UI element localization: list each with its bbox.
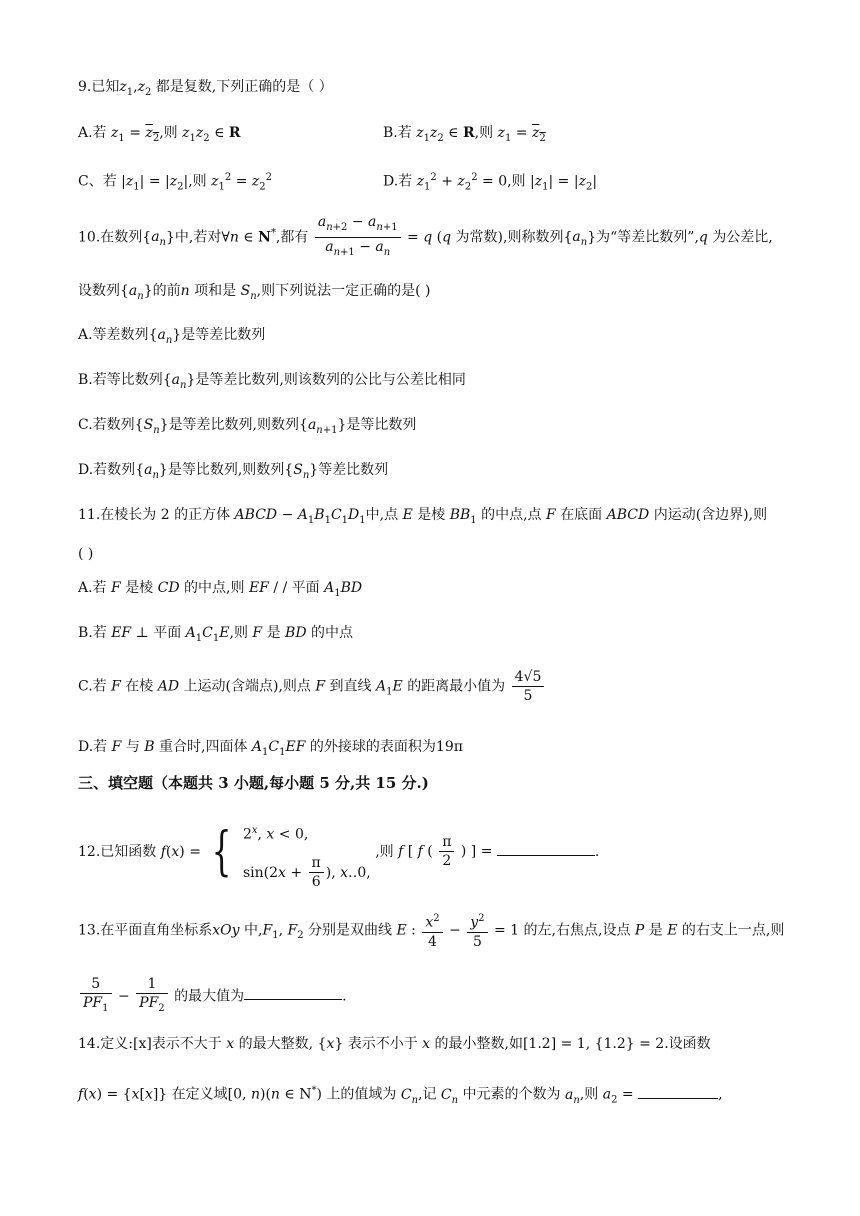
section-title: 三、填空题（本题共 3 小题,每小题 5 分,共 15 分.) bbox=[78, 774, 429, 792]
q9-stem-a: 9.已知 bbox=[78, 79, 120, 95]
q9-option-d: D.若 $z_1^2 + z_2^2 = 0$,则 $|z_1| = |z_2|$ bbox=[383, 172, 598, 193]
piecewise-cases: 2$^x$, x < 0, sin(2x + $\frac{\pi}{6}$ ), x‥0, bbox=[242, 825, 371, 891]
q10-fraction: $\frac{a_{n+2} - a_{n+1}}{a_{n+1} - a_n}$ bbox=[315, 213, 401, 262]
q11-option-d: D.若 F 与 B 重合时,四面体 $A_1C_1EF$ 的外接球的表面积为19π bbox=[78, 739, 463, 758]
q9-stem: 9.已知$z_1,z_2$ 都是复数,下列正确的是（ ） bbox=[78, 79, 333, 98]
q10-stem: 10.在数列$\{a_n\}$中,若对∀n ∈ N*,都有 $\frac{a_{n+2} - a_{n+1}}{a_{n+1} - a_n}$ = q (q 为常数),则称数列$\{a_n\}$为“等差比数列”,q 为公差比, bbox=[78, 213, 773, 262]
q9-stem-b: 都是复数,下列正确的是（ ） bbox=[155, 79, 333, 95]
q14-answer-blank[interactable] bbox=[638, 1084, 718, 1099]
q9-option-c: C、若 $|z_1| = |z_2|$,则 $z_1^2 = z_2^2$ bbox=[78, 172, 273, 193]
q11-option-a: A.若 F 是棱 CD 的中点,则 EF / / 平面 $A_1BD$ bbox=[78, 580, 363, 599]
q14-stem: 14.定义:[x]表示不大于 x 的最大整数, {x} 表示不小于 x 的最小整数,如[1.2] = 1, {1.2} = 2.设函数 bbox=[78, 1036, 711, 1052]
q9-option-b: B.若 $z_1z_2$ ∈ R,则 $z_1 = z_2$ bbox=[383, 125, 546, 144]
q11-paren: ( ) bbox=[78, 546, 94, 562]
q11-c-fraction: $\frac{4√5}{5}$ bbox=[512, 668, 545, 705]
q10-line2: 设数列$\{a_n\}$的前n 项和是 $S_n$,则下列说法一定正确的是( ) bbox=[78, 283, 431, 302]
q12-stem: 12.已知函数 f(x) = { 2$^x$, x < 0, sin(2x + $\frac{\pi}{6}$ ), x‥0, ,则 f [ f ( $\frac{\pi}{2}$ ) ] = . bbox=[78, 812, 599, 892]
q9-option-a: A.若 $z_1 = z_2$,则 $z_1z_2$ ∈ R bbox=[78, 125, 241, 144]
q14-line2: f(x) = {x[x]} 在定义域[0, n)(n ∈ N*) 上的值域为 $C_n$,记 $C_n$ 中元素的个数为 $a_n$,则 $a_2$ = , bbox=[78, 1085, 723, 1106]
q11-stem: 11.在棱长为 2 的正方体 ABCD − $A_1B_1C_1D_1$中,点 E 是棱 $BB_1$ 的中点,点 F 在底面 ABCD 内运动(含边界),则 bbox=[78, 507, 768, 526]
q11-option-c: C.若 F 在棱 AD 上运动(含端点),则点 F 到直线 $A_1E$ 的距离最小值为 $\frac{4√5}{5}$ bbox=[78, 668, 546, 705]
piecewise-brace: { bbox=[212, 821, 232, 882]
q12-answer-blank[interactable] bbox=[497, 841, 595, 856]
q13-answer-blank[interactable] bbox=[244, 985, 342, 1000]
q10-option-b: B.若等比数列$\{a_n\}$是等差比数列,则该数列的公比与公差比相同 bbox=[78, 372, 466, 391]
q10-option-d: D.若数列$\{a_n\}$是等比数列,则数列$\{S_n\}$等差比数列 bbox=[78, 462, 389, 481]
q11-option-b: B.若 EF ⊥ 平面 $A_1C_1E$,则 F 是 BD 的中点 bbox=[78, 625, 353, 644]
q10-option-c: C.若数列$\{S_n\}$是等差比数列,则数列$\{a_{n+1}\}$是等比数列 bbox=[78, 417, 417, 436]
q13-stem: 13.在平面直角坐标系xOy 中$,F_1$, $F_2$ 分别是双曲线 E : $\frac{x^2}{4}$ − $\frac{y^2}{5}$ = 1 的左,右焦点,设点 P 是 E 的右支上一点,则 bbox=[78, 910, 784, 951]
q13-line2: $\frac{5}{PF_1}$ − $\frac{1}{PF_2}$ 的最大值为 . bbox=[78, 975, 347, 1018]
q10-option-a: A.等差数列$\{a_n\}$是等差比数列 bbox=[78, 327, 266, 346]
